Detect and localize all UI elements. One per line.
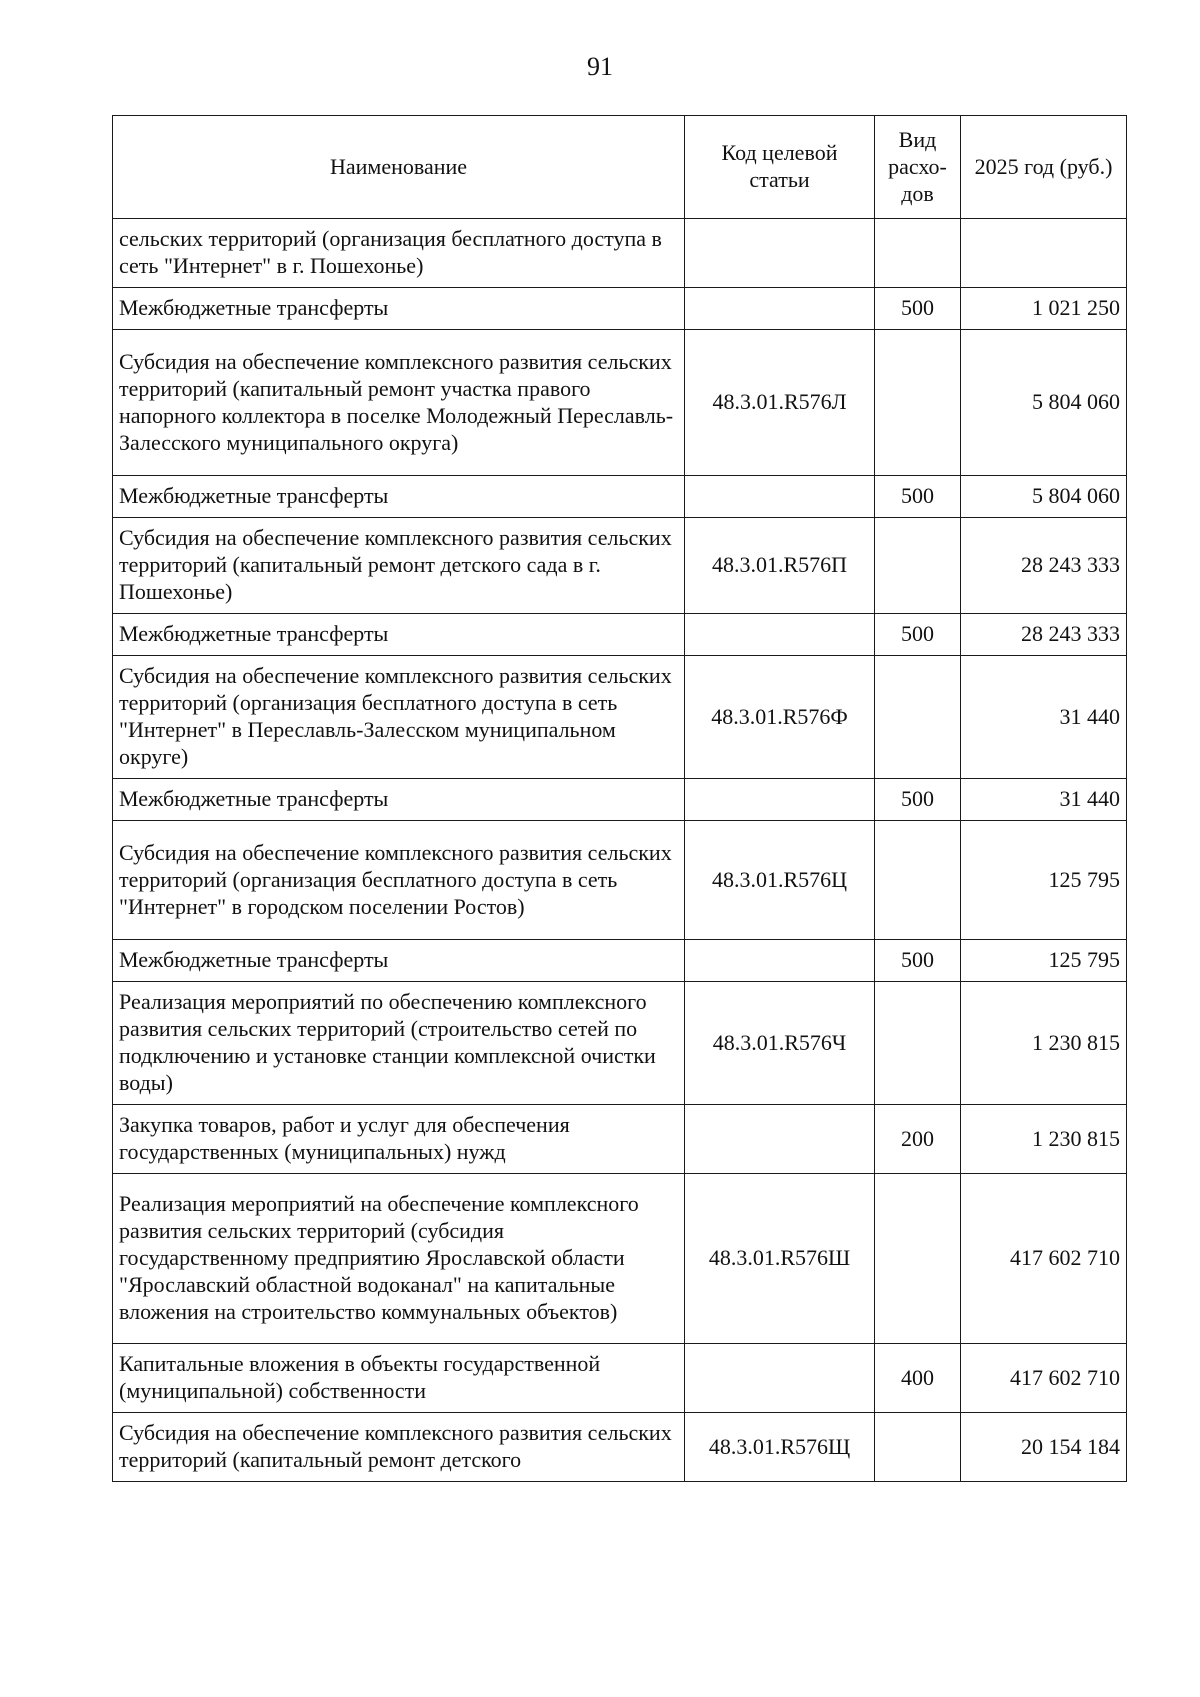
cell-sum: 31 440 [961,656,1127,779]
cell-sum: 28 243 333 [961,518,1127,614]
cell-kind: 500 [875,940,961,982]
cell-name: сельских территорий (организация бесплатного доступа в сеть "Интернет" в г. Пошехонье) [113,219,685,288]
cell-sum: 31 440 [961,779,1127,821]
table-row [113,288,1127,330]
table-row [113,1174,1127,1344]
cell-sum: 28 243 333 [961,614,1127,656]
table-row [113,476,1127,518]
cell-code: 48.3.01.R576Ш [685,1174,875,1344]
header-code: Код целевой статьи [685,116,875,219]
cell-code: 48.3.01.R576Л [685,330,875,476]
cell-sum: 5 804 060 [961,330,1127,476]
cell-code [685,940,875,982]
cell-name: Межбюджетные трансферты [113,940,685,982]
cell-sum: 125 795 [961,821,1127,940]
table-row [113,656,1127,779]
cell-name: Межбюджетные трансферты [113,779,685,821]
cell-kind [875,330,961,476]
table-row [113,821,1127,940]
cell-name: Реализация мероприятий по обеспечению комплексного развития сельских территорий (строительство сетей по подключению и установке станции комплексной очистки воды) [113,982,685,1105]
table-row [113,1105,1127,1174]
cell-kind [875,1174,961,1344]
cell-name: Закупка товаров, работ и услуг для обеспечения государственных (муниципальных) нужд [113,1105,685,1174]
cell-kind [875,656,961,779]
table-header [113,116,1127,219]
cell-sum: 417 602 710 [961,1344,1127,1413]
table-row [113,518,1127,614]
cell-code: 48.3.01.R576Ц [685,821,875,940]
table-row [113,779,1127,821]
header-sum: 2025 год (руб.) [961,116,1127,219]
cell-sum: 1 021 250 [961,288,1127,330]
cell-name: Субсидия на обеспечение комплексного развития сельских территорий (капитальный ремонт участка правого напорного коллектора в поселке Молодежный Переславль-Залесского муниципального округа) [113,330,685,476]
cell-sum: 1 230 815 [961,982,1127,1105]
header-kind: Вид расхо-дов [875,116,961,219]
table-row [113,219,1127,288]
table-row [113,330,1127,476]
header-row [113,116,1127,219]
cell-code: 48.3.01.R576Щ [685,1413,875,1482]
cell-sum: 5 804 060 [961,476,1127,518]
cell-code [685,614,875,656]
cell-kind: 500 [875,779,961,821]
table-body [113,219,1127,1482]
cell-code [685,219,875,288]
cell-kind: 200 [875,1105,961,1174]
cell-kind: 500 [875,476,961,518]
page-number: 91 [587,52,613,81]
cell-name: Межбюджетные трансферты [113,614,685,656]
cell-kind: 500 [875,614,961,656]
cell-kind [875,982,961,1105]
cell-name: Реализация мероприятий на обеспечение комплексного развития сельских территорий (субсидия государственному предприятию Ярославской области "Ярославский областной водоканал" на капитальные вложения на строительство коммунальных объектов) [113,1174,685,1344]
cell-name: Субсидия на обеспечение комплексного развития сельских территорий (капитальный ремонт детского [113,1413,685,1482]
cell-name: Капитальные вложения в объекты государственной (муниципальной) собственности [113,1344,685,1413]
cell-kind: 500 [875,288,961,330]
cell-name: Субсидия на обеспечение комплексного развития сельских территорий (капитальный ремонт детского сада в г. Пошехонье) [113,518,685,614]
cell-name: Межбюджетные трансферты [113,288,685,330]
cell-sum [961,219,1127,288]
cell-code: 48.3.01.R576Ф [685,656,875,779]
table-row [113,1344,1127,1413]
cell-kind [875,219,961,288]
cell-kind [875,518,961,614]
header-name: Наименование [113,116,685,219]
table-row [113,1413,1127,1482]
cell-kind: 400 [875,1344,961,1413]
cell-code: 48.3.01.R576П [685,518,875,614]
table-row [113,614,1127,656]
cell-code [685,1105,875,1174]
cell-sum: 417 602 710 [961,1174,1127,1344]
cell-code [685,779,875,821]
cell-name: Субсидия на обеспечение комплексного развития сельских территорий (организация бесплатного доступа в сеть "Интернет" в городском поселении Ростов) [113,821,685,940]
cell-kind [875,821,961,940]
cell-sum: 20 154 184 [961,1413,1127,1482]
cell-name: Субсидия на обеспечение комплексного развития сельских территорий (организация бесплатного доступа в сеть "Интернет" в Переславль-Залесском муниципальном округе) [113,656,685,779]
cell-code [685,476,875,518]
cell-sum: 125 795 [961,940,1127,982]
cell-code [685,1344,875,1413]
cell-code [685,288,875,330]
cell-kind [875,1413,961,1482]
table-row [113,940,1127,982]
table-row [113,982,1127,1105]
cell-sum: 1 230 815 [961,1105,1127,1174]
cell-name: Межбюджетные трансферты [113,476,685,518]
budget-table [112,115,1127,1482]
cell-code: 48.3.01.R576Ч [685,982,875,1105]
